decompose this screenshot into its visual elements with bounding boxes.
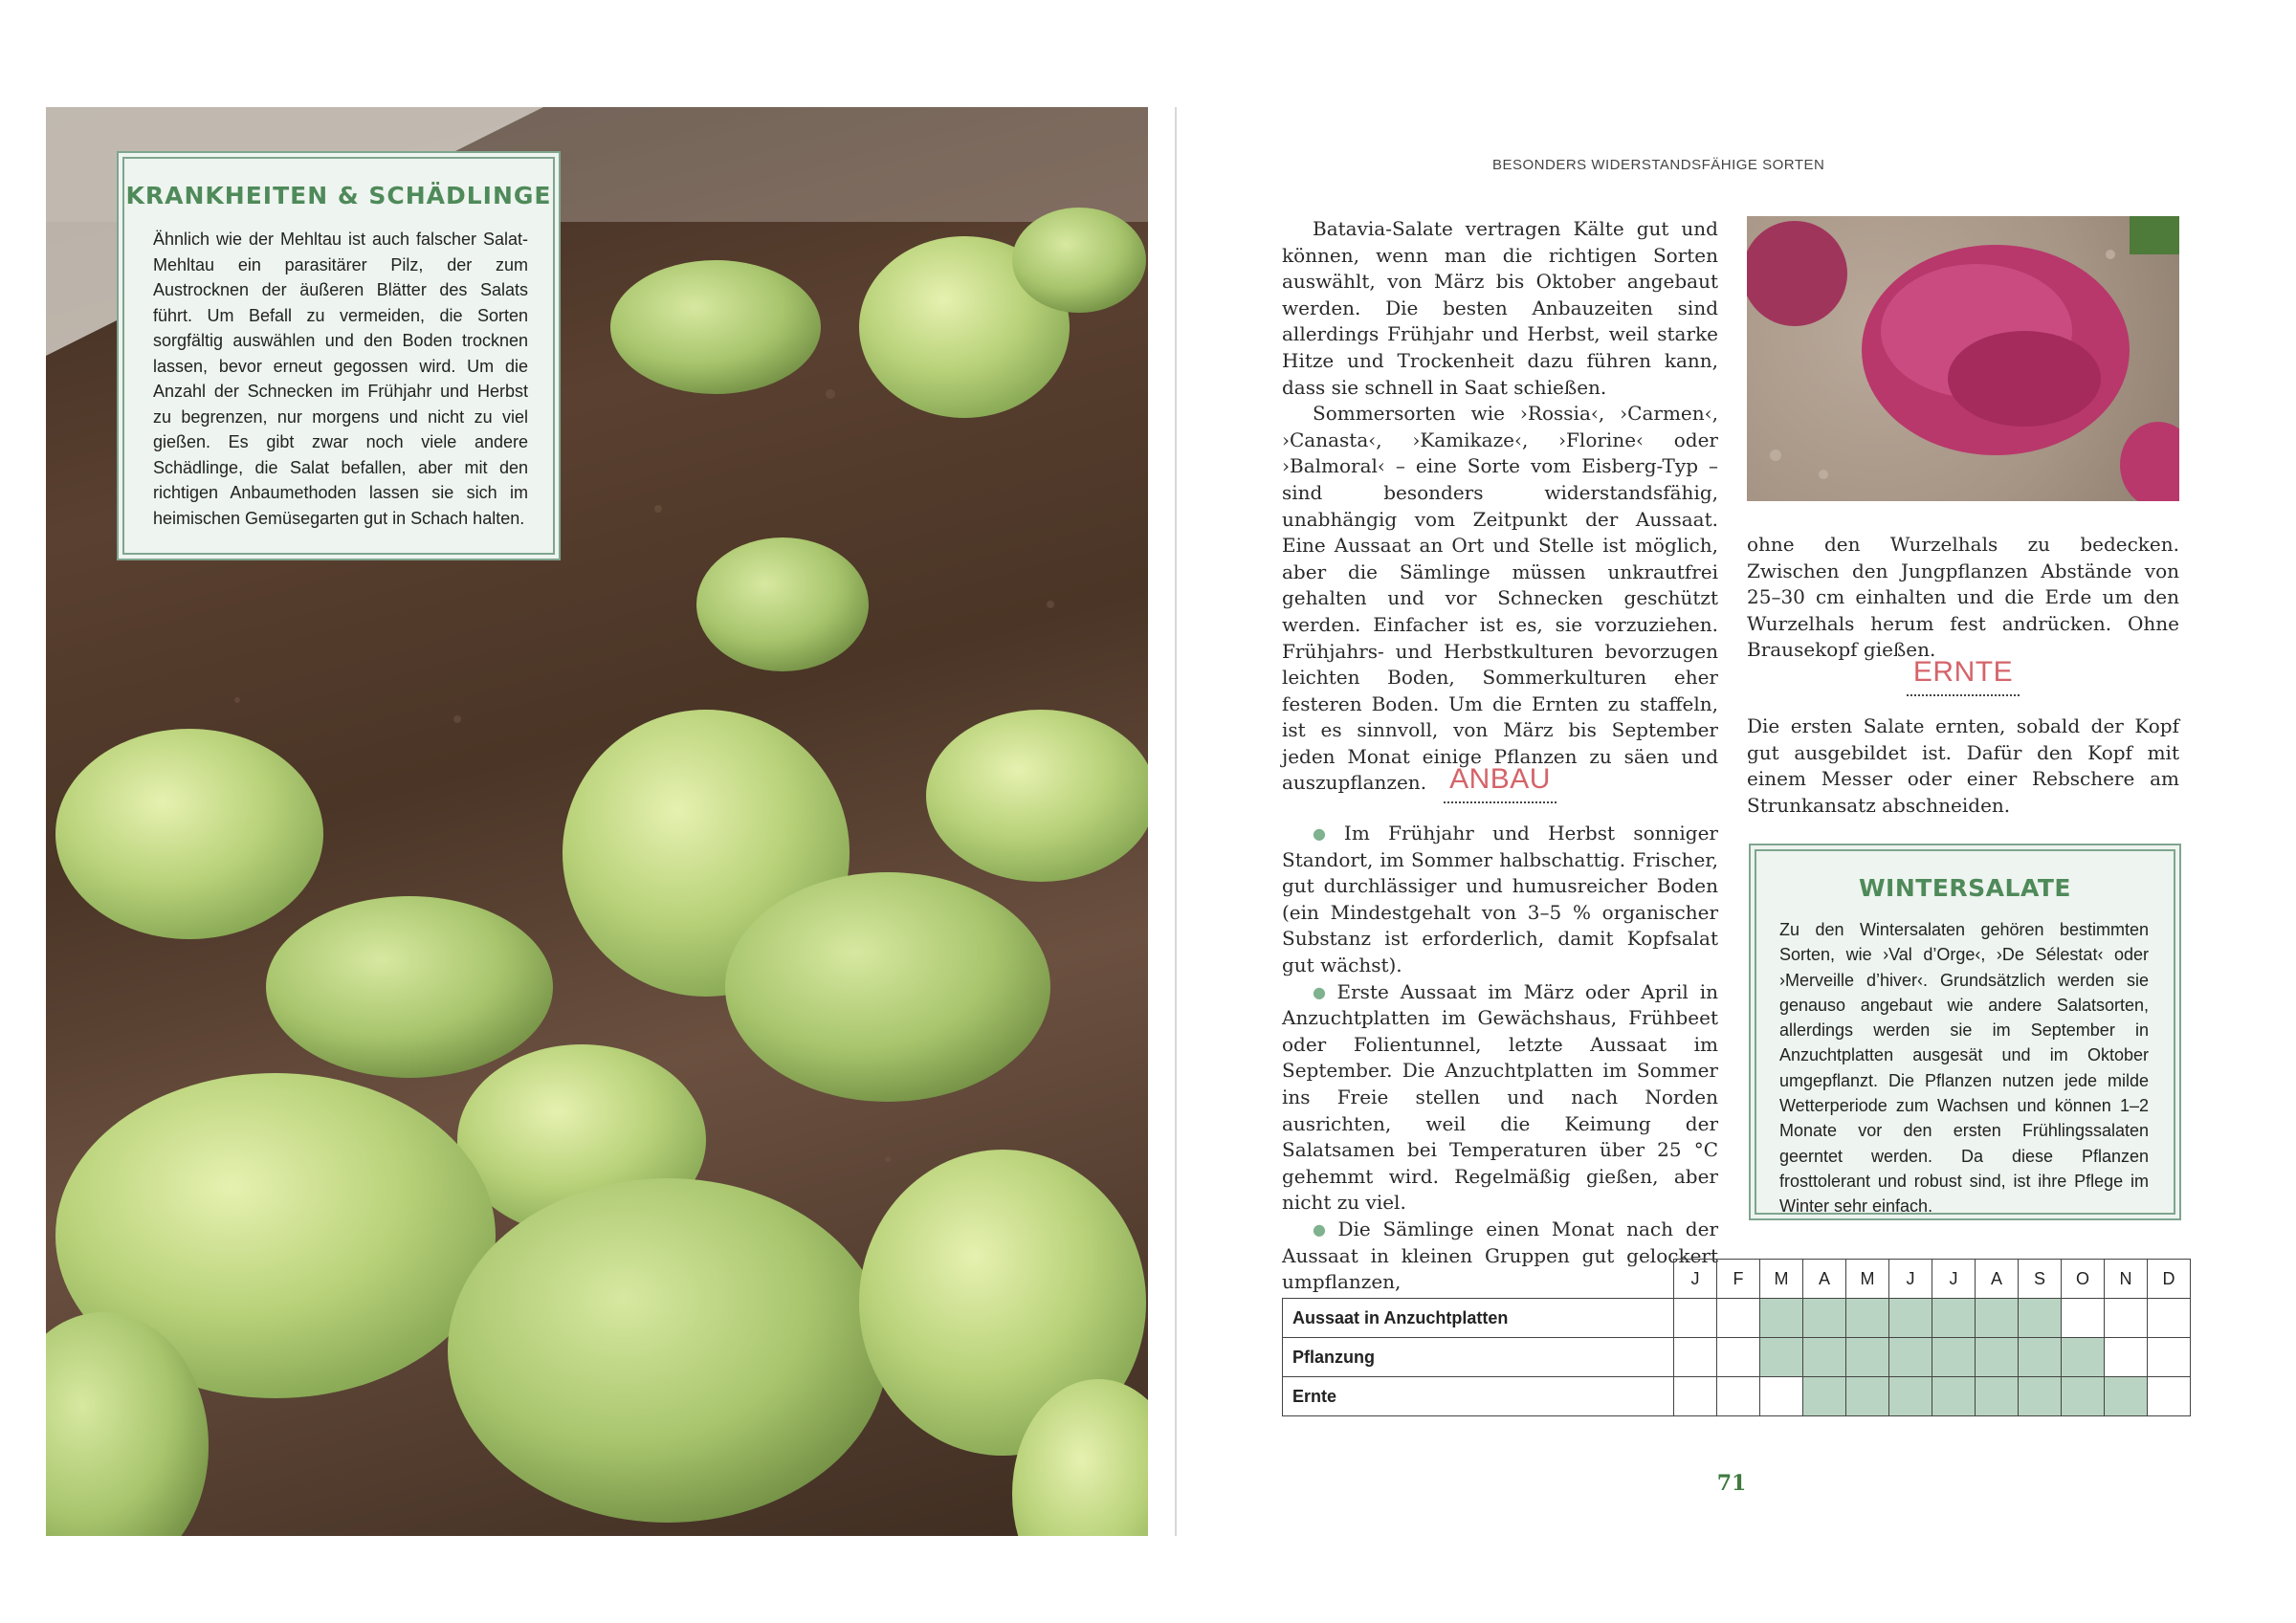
calendar-cell-active bbox=[1889, 1338, 1932, 1377]
diseases-pests-title: KRANKHEITEN & SCHÄDLINGE bbox=[125, 182, 552, 209]
calendar-row-label: Pflanzung bbox=[1283, 1338, 1674, 1377]
winter-salads-title: WINTERSALATE bbox=[1858, 874, 2071, 902]
calendar-row bbox=[1283, 1338, 2191, 1377]
summer-varieties-paragraph: Sommersorten wie ›Rossia‹, ›Carmen‹, ›Canasta‹, ›Kamikaze‹, ›Florine‹ oder ›Balmoral‹ – eine Sorte vom Eisberg-Typ – sind besonders widerstandsfähig, unabhängig vom Zeitpunkt der Aussaat. Eine Aussaat an Ort und Stelle ist möglich, aber die Sämlinge müssen unkrautfrei gehalten und vor Schnecken geschützt werden. Einfacher ist es, sie vorzuziehen. Frühjahrs- und Herbstkulturen bevorzugen leichten Boden, Sommerkulturen eher festeren Boden. Um die Ernten zu staffeln, ist es sinnvoll, von März bis September jeden Monat einige Pflanzen zu säen und auszupflanzen. bbox=[1282, 402, 1718, 795]
bullet-icon: ● bbox=[1313, 1219, 1333, 1239]
calendar-cell bbox=[1717, 1338, 1760, 1377]
calendar-cell-active bbox=[1846, 1377, 1889, 1416]
harvest-title-underline bbox=[1907, 694, 2020, 696]
diseases-pests-box bbox=[122, 157, 555, 555]
list-item: ● Im Frühjahr und Herbst sonniger Standort, im Sommer halbschattig. Frischer, gut durchlässiger und humusreicher Boden (ein Mindestgehalt von 3–5 % organischer Substanz ist erforderlich, damit Kopfsalat gut wächst). bbox=[1282, 822, 1718, 976]
month-header: F bbox=[1717, 1260, 1760, 1299]
cultivation-heading bbox=[1282, 763, 1718, 803]
calendar-cell-active bbox=[1846, 1299, 1889, 1338]
calendar-cell-active bbox=[1803, 1377, 1846, 1416]
calendar-cell-active bbox=[2062, 1338, 2105, 1377]
calendar-cell bbox=[2105, 1299, 2148, 1338]
calendar-cell-active bbox=[1889, 1377, 1932, 1416]
bullet-icon: ● bbox=[1313, 982, 1332, 1001]
month-header: A bbox=[1803, 1260, 1846, 1299]
cultivation-title-underline bbox=[1444, 801, 1556, 803]
calendar-cell-active bbox=[2019, 1338, 2062, 1377]
calendar-cell bbox=[2062, 1299, 2105, 1338]
calendar-cell-active bbox=[1932, 1299, 1976, 1338]
harvest-heading bbox=[1747, 656, 2179, 696]
harvest-title: ERNTE bbox=[1912, 656, 2014, 688]
calendar-header-row bbox=[1283, 1260, 2191, 1299]
harvest-text: Die ersten Salate ernten, sobald der Kopf gut ausgebildet ist. Dafür den Kopf mit einem Messer oder einer Rebschere am Strunkansatz abschneiden. bbox=[1747, 714, 2179, 817]
month-header: D bbox=[2148, 1260, 2191, 1299]
calendar-row-label: Aussaat in Anzuchtplatten bbox=[1283, 1299, 1674, 1338]
calendar-cell-active bbox=[1760, 1338, 1803, 1377]
month-header: O bbox=[2062, 1260, 2105, 1299]
calendar-cell bbox=[1674, 1377, 1717, 1416]
month-header: M bbox=[1760, 1260, 1803, 1299]
calendar-cell bbox=[1674, 1299, 1717, 1338]
calendar-cell-active bbox=[1846, 1338, 1889, 1377]
cultivation-list bbox=[1282, 821, 1718, 1296]
month-header: M bbox=[1846, 1260, 1889, 1299]
month-header: A bbox=[1976, 1260, 2019, 1299]
calendar-cell-active bbox=[1760, 1299, 1803, 1338]
calendar-cell-active bbox=[2062, 1377, 2105, 1416]
calendar-cell-active bbox=[1803, 1299, 1846, 1338]
calendar-cell bbox=[1674, 1338, 1717, 1377]
month-header: S bbox=[2019, 1260, 2062, 1299]
month-header: N bbox=[2105, 1260, 2148, 1299]
list-item: ● Erste Aussaat im März oder April in Anzuchtplatten im Gewächshaus, Frühbeet oder Folientunnel, letzte Aussaat im September. Die Anzuchtplatten im Sommer ins Freie stellen und nach Norden ausrichten, weil die Keimung der Salatsamen bei Temperaturen über 25 °C gehemmt wird. Regelmäßig gießen, aber nicht zu viel. bbox=[1282, 979, 1718, 1215]
month-header: J bbox=[1889, 1260, 1932, 1299]
calendar-cell-active bbox=[1932, 1377, 1976, 1416]
calendar-cell-active bbox=[1889, 1299, 1932, 1338]
calendar-cell bbox=[2105, 1338, 2148, 1377]
month-header: J bbox=[1932, 1260, 1976, 1299]
calendar-cell-active bbox=[2019, 1299, 2062, 1338]
column-1 bbox=[1282, 216, 1718, 797]
calendar-cell bbox=[2148, 1299, 2191, 1338]
bullet-icon: ● bbox=[1313, 824, 1338, 843]
calendar-cell-active bbox=[1932, 1338, 1976, 1377]
calendar-cell bbox=[1760, 1377, 1803, 1416]
cultivation-title: ANBAU bbox=[1449, 763, 1551, 795]
calendar-cell bbox=[1717, 1299, 1760, 1338]
calendar-cell bbox=[2148, 1377, 2191, 1416]
calendar-row bbox=[1283, 1299, 2191, 1338]
month-header: J bbox=[1674, 1260, 1717, 1299]
calendar-cell-active bbox=[1976, 1377, 2019, 1416]
diseases-pests-text: Ähnlich wie der Mehltau ist auch falscher Salat-Mehltau ein parasitärer Pilz, der zum Austrocknen der äußeren Blätter des Salats führt. Um Befall zu vermeiden, die Sorten sorgfältig auswählen und den Boden trocknen lassen, bevor erneut gegossen wird. Um die Anzahl der Schnecken im Frühjahr und Herbst zu begrenzen, nur morgens und nicht zu viel gießen. Es gibt zwar noch viele andere Schädlinge, die Salat befallen, aber mit den richtigen Anbaumethoden lassen sie sich im heimischen Gemüsegarten gut in Schach halten. bbox=[153, 230, 528, 528]
calendar-cell-active bbox=[1976, 1338, 2019, 1377]
intro-paragraph: Batavia-Salate vertragen Kälte gut und können, wenn man die richtigen Sorten auswählt, von März bis Oktober angebaut werden. Die besten Anbauzeiten sind allerdings Frühjahr und Herbst, weil starke Hitze und Trockenheit dazu führen kann, dass sie schnell in Saat schießen. bbox=[1282, 217, 1718, 399]
growing-calendar-table bbox=[1282, 1259, 2191, 1416]
calendar-cell-active bbox=[1803, 1338, 1846, 1377]
list-item: ● Die Sämlinge einen Monat nach der Aussaat in kleinen Gruppen gut gelockert umpflanzen, bbox=[1282, 1217, 1719, 1294]
column-2-continuation bbox=[1747, 532, 2179, 664]
calendar-cell bbox=[2148, 1338, 2191, 1377]
calendar-cell bbox=[1717, 1377, 1760, 1416]
planting-continued-text: ohne den Wurzelhals zu bedecken. Zwischen den Jungpflanzen Abstände von 25–30 cm einhalten und die Erde um den Wurzelhals herum fest andrücken. Ohne Brausekopf gießen. bbox=[1747, 533, 2179, 662]
calendar-cell-active bbox=[1976, 1299, 2019, 1338]
winter-salads-box bbox=[1755, 849, 2175, 1215]
calendar-row bbox=[1283, 1377, 2191, 1416]
calendar-cell-active bbox=[2019, 1377, 2062, 1416]
calendar-cell-active bbox=[2105, 1377, 2148, 1416]
calendar-corner bbox=[1283, 1260, 1674, 1299]
page-spine bbox=[1175, 107, 1177, 1536]
calendar-row-label: Ernte bbox=[1283, 1377, 1674, 1416]
page-number: 71 bbox=[1716, 1471, 1747, 1496]
winter-salads-text: Zu den Wintersalaten gehören bestimmten Sorten, wie ›Val d’Orge‹, ›De Sélestat‹ oder ›Merveille d’hiver‹. Grundsätzlich werden sie genauso angebaut wie andere Salatsorten, allerdings werden sie im September in Anzuchtplatten ausgesät und im Oktober umgepflanzt. Die Pflanzen nutzen jede milde Wetterperiode zum Wachsen und können 1–2 Monate vor den ersten Frühlingssalaten geerntet werden. Da diese Pflanzen frosttolerant und robust sind, ist ihre Pflege im Winter sehr einfach. bbox=[1779, 920, 2149, 1217]
red-lettuce-photo bbox=[1747, 216, 2179, 501]
running-head: BESONDERS WIDERSTANDSFÄHIGE SORTEN bbox=[1492, 157, 1825, 173]
